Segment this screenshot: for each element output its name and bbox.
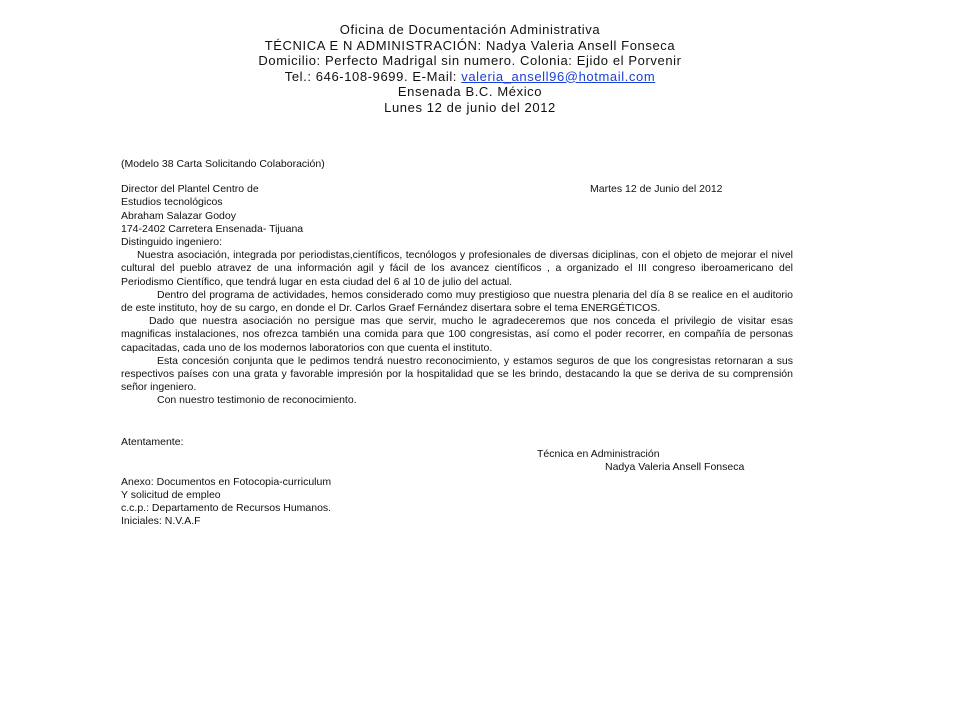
email-link[interactable]: valeria_ansell96@hotmail.com xyxy=(461,68,656,84)
paragraph-2: Dentro del programa de actividades, hemos considerado como muy prestigioso que nuestra plenaria del día 8 se realice en el auditorio de este instituto, hoy de su cargo, en donde el Dr. Carlos Graef Fernández disertara sobre el tema ENERGÉTICOS. xyxy=(121,288,793,315)
signature-name: Nadya Valeria Ansell Fonseca xyxy=(605,460,745,473)
office-title: Oficina de Documentación Administrativa xyxy=(339,22,601,37)
author-line: TÉCNICA E N ADMINISTRACIÓN: Nadya Valeria Ansell Fonseca xyxy=(264,37,676,53)
paragraph-4: Esta concesión conjunta que le pedimos tendrá nuestro reconocimiento, y estamos seguros de que los congresistas retornaran a sus respectivos países con una grata y favorable impresión por la hospitalidad que se les brindo, destacando la que se deriva de su comprensión señor ingeniero. xyxy=(121,354,793,394)
annex-line: Anexo: Documentos en Fotocopia-curriculum xyxy=(121,475,332,488)
letterhead xyxy=(150,22,790,115)
letter-date: Martes 12 de Junio del 2012 xyxy=(590,183,723,196)
signature-area xyxy=(121,436,793,476)
farewell: Atentamente: xyxy=(121,435,184,448)
contact-line xyxy=(150,69,790,85)
annex-line: c.c.p.: Departamento de Recursos Humanos. xyxy=(121,502,332,515)
model-caption: (Modelo 38 Carta Solicitando Colaboración) xyxy=(121,158,325,170)
recipient-line: Director del Plantel Centro de xyxy=(121,183,259,196)
recipient-line: Estudios tecnológicos xyxy=(121,196,223,209)
phone-text: Tel.: 646-108-9699. E-Mail: xyxy=(284,68,462,84)
annex-line: Iniciales: N.V.A.F xyxy=(121,515,201,528)
signature-title: Técnica en Administración xyxy=(537,447,660,460)
recipient-block xyxy=(121,183,793,236)
paragraph-3: Dado que nuestra asociación no persigue mas que servir, mucho le agradeceremos que nos conceda el privilegio de visitar esas magnificas instalaciones, nos ofrezca también una comida para que 100 congresistas, así como el poder recorrer, en compañía de personas capacitadas, cada uno de los modernos laboratorios con que cuenta el instituto. xyxy=(121,315,793,354)
closing-line: Con nuestro testimonio de reconocimiento. xyxy=(157,394,357,407)
city-line: Ensenada B.C. México xyxy=(397,84,543,99)
recipient-line: 174-2402 Carretera Ensenada- Tijuana xyxy=(121,222,304,235)
recipient-line: Abraham Salazar Godoy xyxy=(121,209,236,222)
address-line: Domicilio: Perfecto Madrigal sin numero. Colonia: Ejido el Porvenir xyxy=(258,53,682,68)
annex-line: Y solicitud de empleo xyxy=(121,488,221,501)
annex-block xyxy=(121,476,793,529)
header-date: Lunes 12 de junio del 2012 xyxy=(384,99,556,115)
salutation: Distinguido ingeniero: xyxy=(121,236,222,249)
paragraph-1: Nuestra asociación, integrada por periodistas,científicos, tecnólogos y profesionales de diversas diciplinas, con el objeto de mejorar el nivel cultural del pueblo atravez de una información agil y fácil de los avancez científicos , a organizado el III congreso iberoamericano del Periodismo Científico, que tendrá lugar en esta ciudad del 6 al 10 de julio del actual. xyxy=(121,249,793,288)
letter-body xyxy=(121,158,793,528)
